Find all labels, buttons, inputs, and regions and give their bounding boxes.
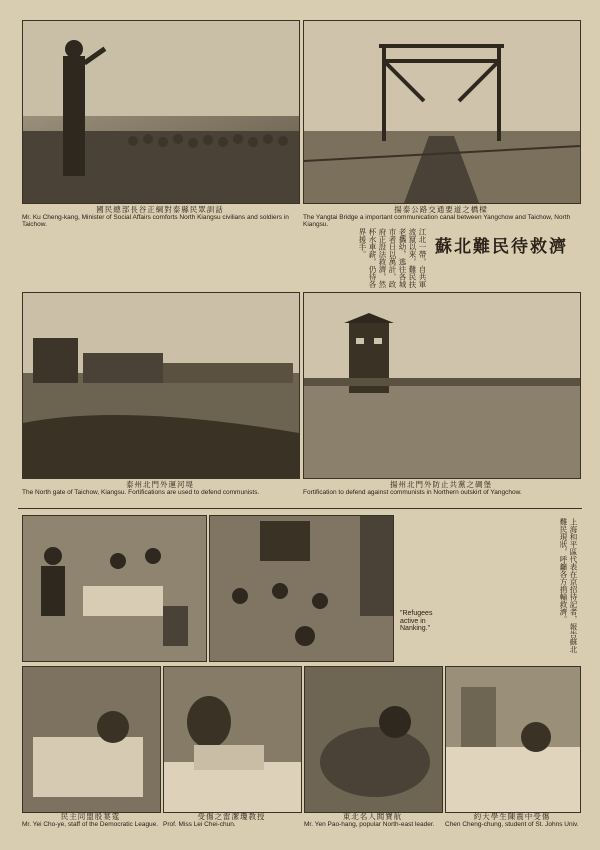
photo-yei-cho-ye [22,666,161,813]
article-text-top: 江北一帶，自共軍流竄以來，難民扶老攜幼，逃往各城市者日以萬計，政府正設法救濟，然杯水車薪，仍待各界援手。 [358,228,427,288]
article-text-mid: 上海和平區代表在京招待記者，報告蘇北難民現狀，呼籲各方捐輸救濟。 [559,518,578,653]
photo-yangtai-bridge [303,20,581,204]
page-headline: 蘇北難民待救濟 [435,237,568,257]
photo-refugees-gathering [209,515,394,662]
caption-photo-10: 約大學生陳震中受傷 Chen Cheng-chung, student of St. Johns Univ. [445,812,579,828]
caption-photo-4: 揚州北門外防止共黨之碉堡 Fortification to defend against communists in Northern outskirt of Yangchow. [303,480,522,496]
photo-refugees-table [22,515,207,662]
caption-photo-7: 民主同盟殷葉霆 Mr. Yei Cho-ye, staff of the Democratic League. [22,812,159,828]
caption-photo-9: 東北名人閻寶航 Mr. Yen Pao-hang, popular North-east leader. [304,812,435,828]
refugee-caption: "Refugees active in Nanking." [400,610,433,632]
photo-yen-pao-hang [304,666,443,813]
caption-photo-1: 國民總部長谷正綱對泰縣民眾訓話 Mr. Ku Cheng-kang, Minister of Social Affairs comforts North Kiangsu civilians and soldiers in Taichow. [22,205,289,228]
photo-lei-chei-chun [163,666,302,813]
caption-photo-8: 受傷之雷潔瓊教授 Prof. Miss Lei Chei-chun. [163,812,266,828]
photo-ku-cheng-kang-speech [22,20,300,204]
caption-photo-2: 揚泰公路交通要道之橋樑 The Yangtai Bridge a important communication canal between Yangchow and Taichow, North Kiangsu. [303,205,571,228]
caption-photo-3: 泰州北門外運河堤 The North gate of Taichow, Kiangsu. Fortifications are used to defend communists. [22,480,260,496]
section-divider [18,508,582,509]
photo-taichow-north-gate [22,292,300,479]
photo-yangchow-fortification [303,292,581,479]
photo-chen-cheng-chung [445,666,581,813]
